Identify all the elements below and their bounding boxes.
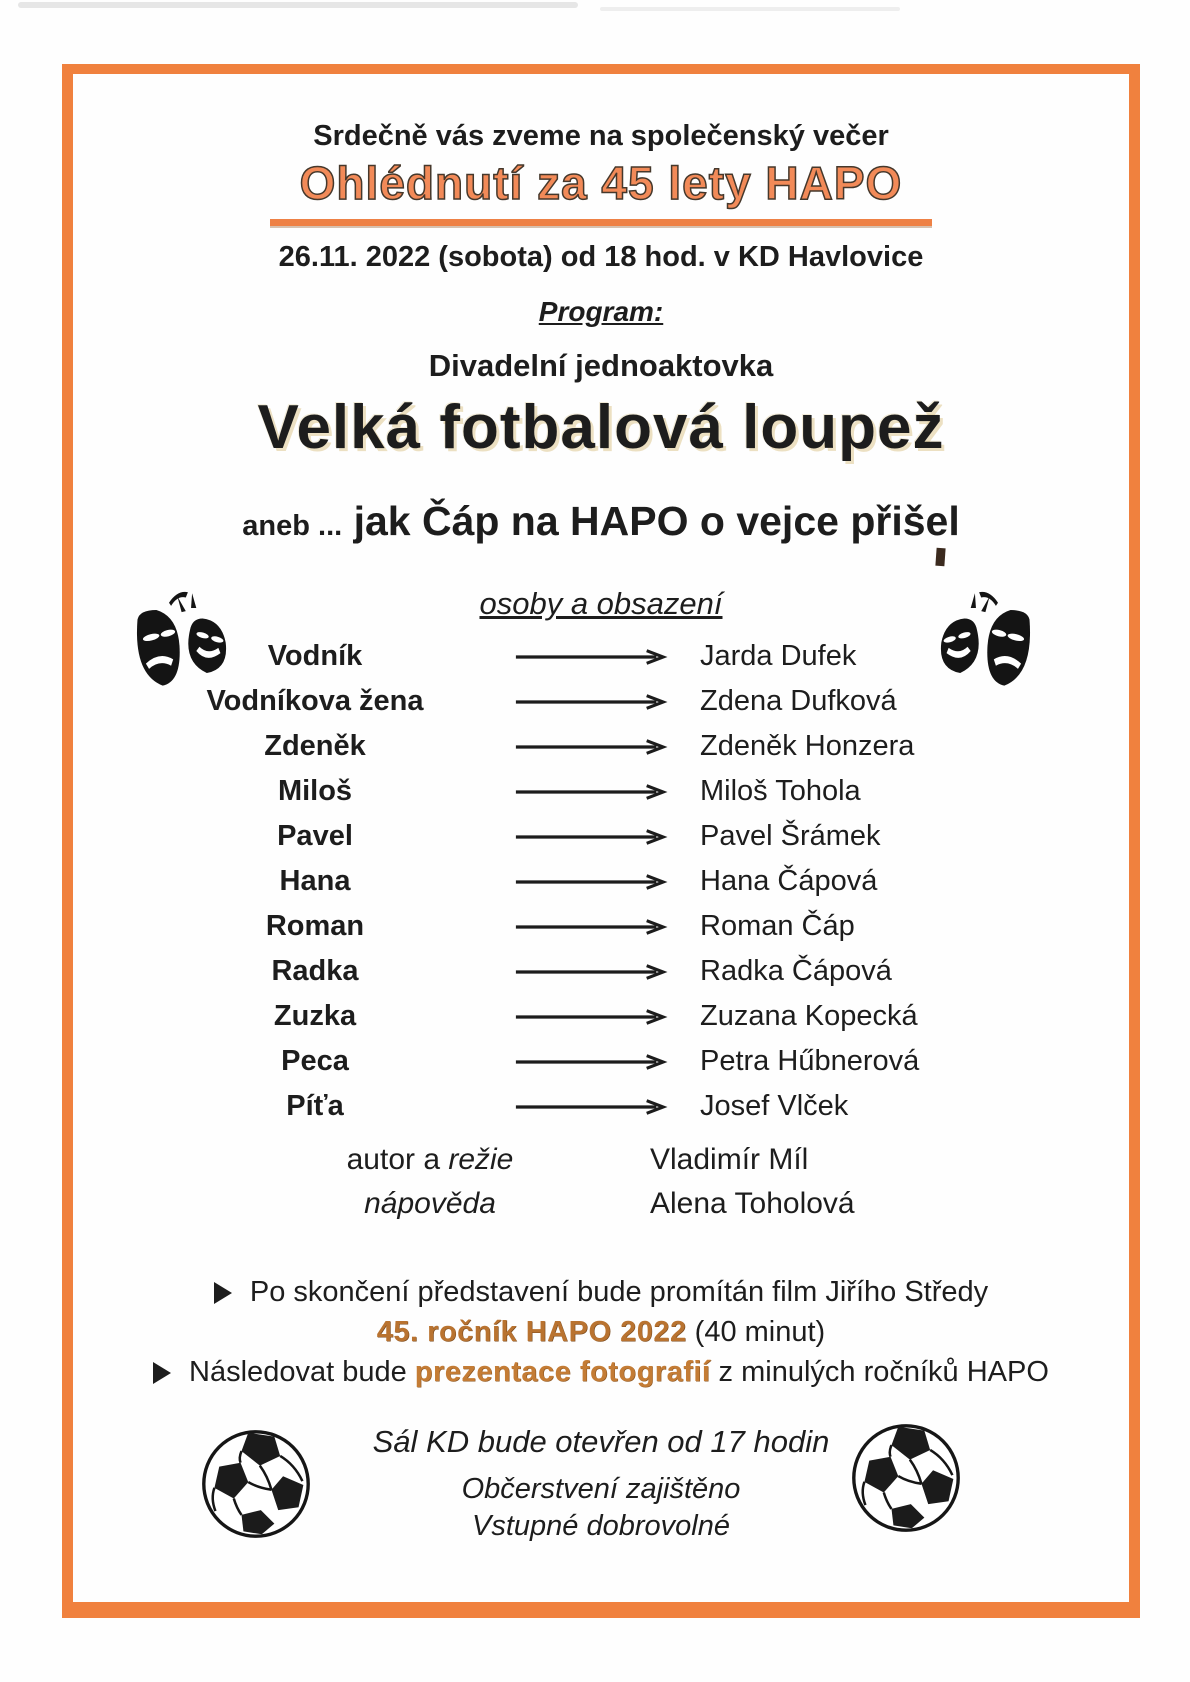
scan-artifact <box>600 7 900 11</box>
credit-label <box>210 1143 650 1177</box>
footer-bullet-2-text <box>189 1356 1049 1389</box>
play-title: Velká fotbalová loupež <box>257 393 945 462</box>
actor-name: Zdena Dufková <box>700 685 897 717</box>
hall-open-line: Sál KD bude otevřen od 17 hodin <box>372 1424 830 1459</box>
credit-label <box>210 1187 650 1221</box>
role-name: Zdeněk <box>264 730 366 762</box>
actor-name: Roman Čáp <box>700 910 855 942</box>
credit-name: Vladimír Míl <box>650 1143 809 1176</box>
role-name: Pavel <box>277 820 353 852</box>
play-subtitle <box>62 498 1140 545</box>
triangle-right-icon <box>153 1362 171 1384</box>
play-subtitle-prefix: aneb ... <box>242 510 343 542</box>
credit-name: Alena Toholová <box>650 1187 855 1220</box>
credits <box>210 1138 1010 1226</box>
actor-name: Zuzana Kopecká <box>700 1000 918 1032</box>
cast-list <box>150 634 1030 1129</box>
cast-row <box>150 634 1030 679</box>
role-name: Roman <box>265 910 365 942</box>
footer-bullet-1 <box>62 1276 1140 1309</box>
bullet2-prefix: Následovat bude <box>189 1356 415 1388</box>
bullet2-suffix: z minulých ročníků HAPO <box>710 1356 1049 1388</box>
actor-name: Hana Čápová <box>700 865 878 897</box>
arrow-right-icon <box>513 963 668 981</box>
credit-label-italic: nápověda <box>364 1187 496 1220</box>
arrow-right-icon <box>513 1053 668 1071</box>
arrow-right-icon <box>513 693 668 711</box>
program-label: Program: <box>538 296 664 327</box>
actor-name: Zdeněk Honzera <box>700 730 915 762</box>
role-name: Hana <box>279 865 351 897</box>
poster-title-wrap <box>62 156 1140 226</box>
credit-label-italic: režie <box>448 1143 514 1176</box>
scan-artifact <box>18 2 578 8</box>
triangle-right-icon <box>214 1282 232 1304</box>
role-name: Miloš <box>277 775 353 807</box>
credit-row <box>210 1138 1010 1182</box>
cast-heading: osoby a obsazení <box>479 586 723 621</box>
credit-label-plain: autor a <box>346 1143 449 1176</box>
film-suffix: (40 minut) <box>686 1316 826 1348</box>
arrow-right-icon <box>513 918 668 936</box>
actor-name: Pavel Šrámek <box>700 820 881 852</box>
cast-row <box>150 679 1030 724</box>
cast-row <box>150 724 1030 769</box>
role-name: Zuzka <box>273 1000 357 1032</box>
actor-name: Petra Hűbnerová <box>700 1045 920 1077</box>
footer-bullet-1-text: Po skončení představení bude promítán film Jiřího Středy <box>249 1276 989 1308</box>
role-name: Radka <box>271 955 359 987</box>
role-name: Píťa <box>286 1090 344 1122</box>
soccer-ball-icon <box>198 1426 314 1542</box>
poster-title: Ohlédnutí za 45 lety HAPO <box>270 156 933 226</box>
actor-name: Josef Vlček <box>700 1090 849 1122</box>
role-name: Peca <box>281 1045 349 1077</box>
date-line: 26.11. 2022 (sobota) od 18 hod. v KD Havlovice <box>278 241 924 273</box>
arrow-right-icon <box>513 873 668 891</box>
role-name: Vodníkova žena <box>206 685 424 717</box>
cast-row <box>150 994 1030 1039</box>
actor-name: Radka Čápová <box>700 955 892 987</box>
actor-name: Miloš Tohola <box>700 775 861 807</box>
arrow-right-icon <box>513 828 668 846</box>
bullet2-highlight: prezentace fotografií <box>414 1356 711 1388</box>
invite-line: Srdečně vás zveme na společenský večer <box>313 120 889 152</box>
cast-row <box>150 814 1030 859</box>
play-subtitle-rest: jak Čáp na HAPO o vejce přišel <box>342 498 960 544</box>
cast-row <box>150 1084 1030 1129</box>
actor-name: Jarda Dufek <box>700 640 857 672</box>
cast-row <box>150 949 1030 994</box>
arrow-right-icon <box>513 648 668 666</box>
cast-row <box>150 859 1030 904</box>
cast-row <box>150 904 1030 949</box>
soccer-ball-icon <box>848 1420 964 1536</box>
footer-bullet-2 <box>62 1356 1140 1389</box>
credit-row <box>210 1182 1010 1226</box>
arrow-right-icon <box>513 1098 668 1116</box>
film-highlight: 45. ročník HAPO 2022 <box>376 1316 687 1348</box>
entry-line: Vstupné dobrovolné <box>472 1510 730 1542</box>
cast-row <box>150 1039 1030 1084</box>
arrow-right-icon <box>513 1008 668 1026</box>
scan-artifact <box>935 548 945 567</box>
film-line <box>62 1316 1140 1349</box>
cast-row <box>150 769 1030 814</box>
refreshments-line: Občerstvení zajištěno <box>461 1473 741 1505</box>
arrow-right-icon <box>513 783 668 801</box>
arrow-right-icon <box>513 738 668 756</box>
role-name: Vodník <box>267 640 363 672</box>
one-act-line: Divadelní jednoaktovka <box>428 348 774 383</box>
